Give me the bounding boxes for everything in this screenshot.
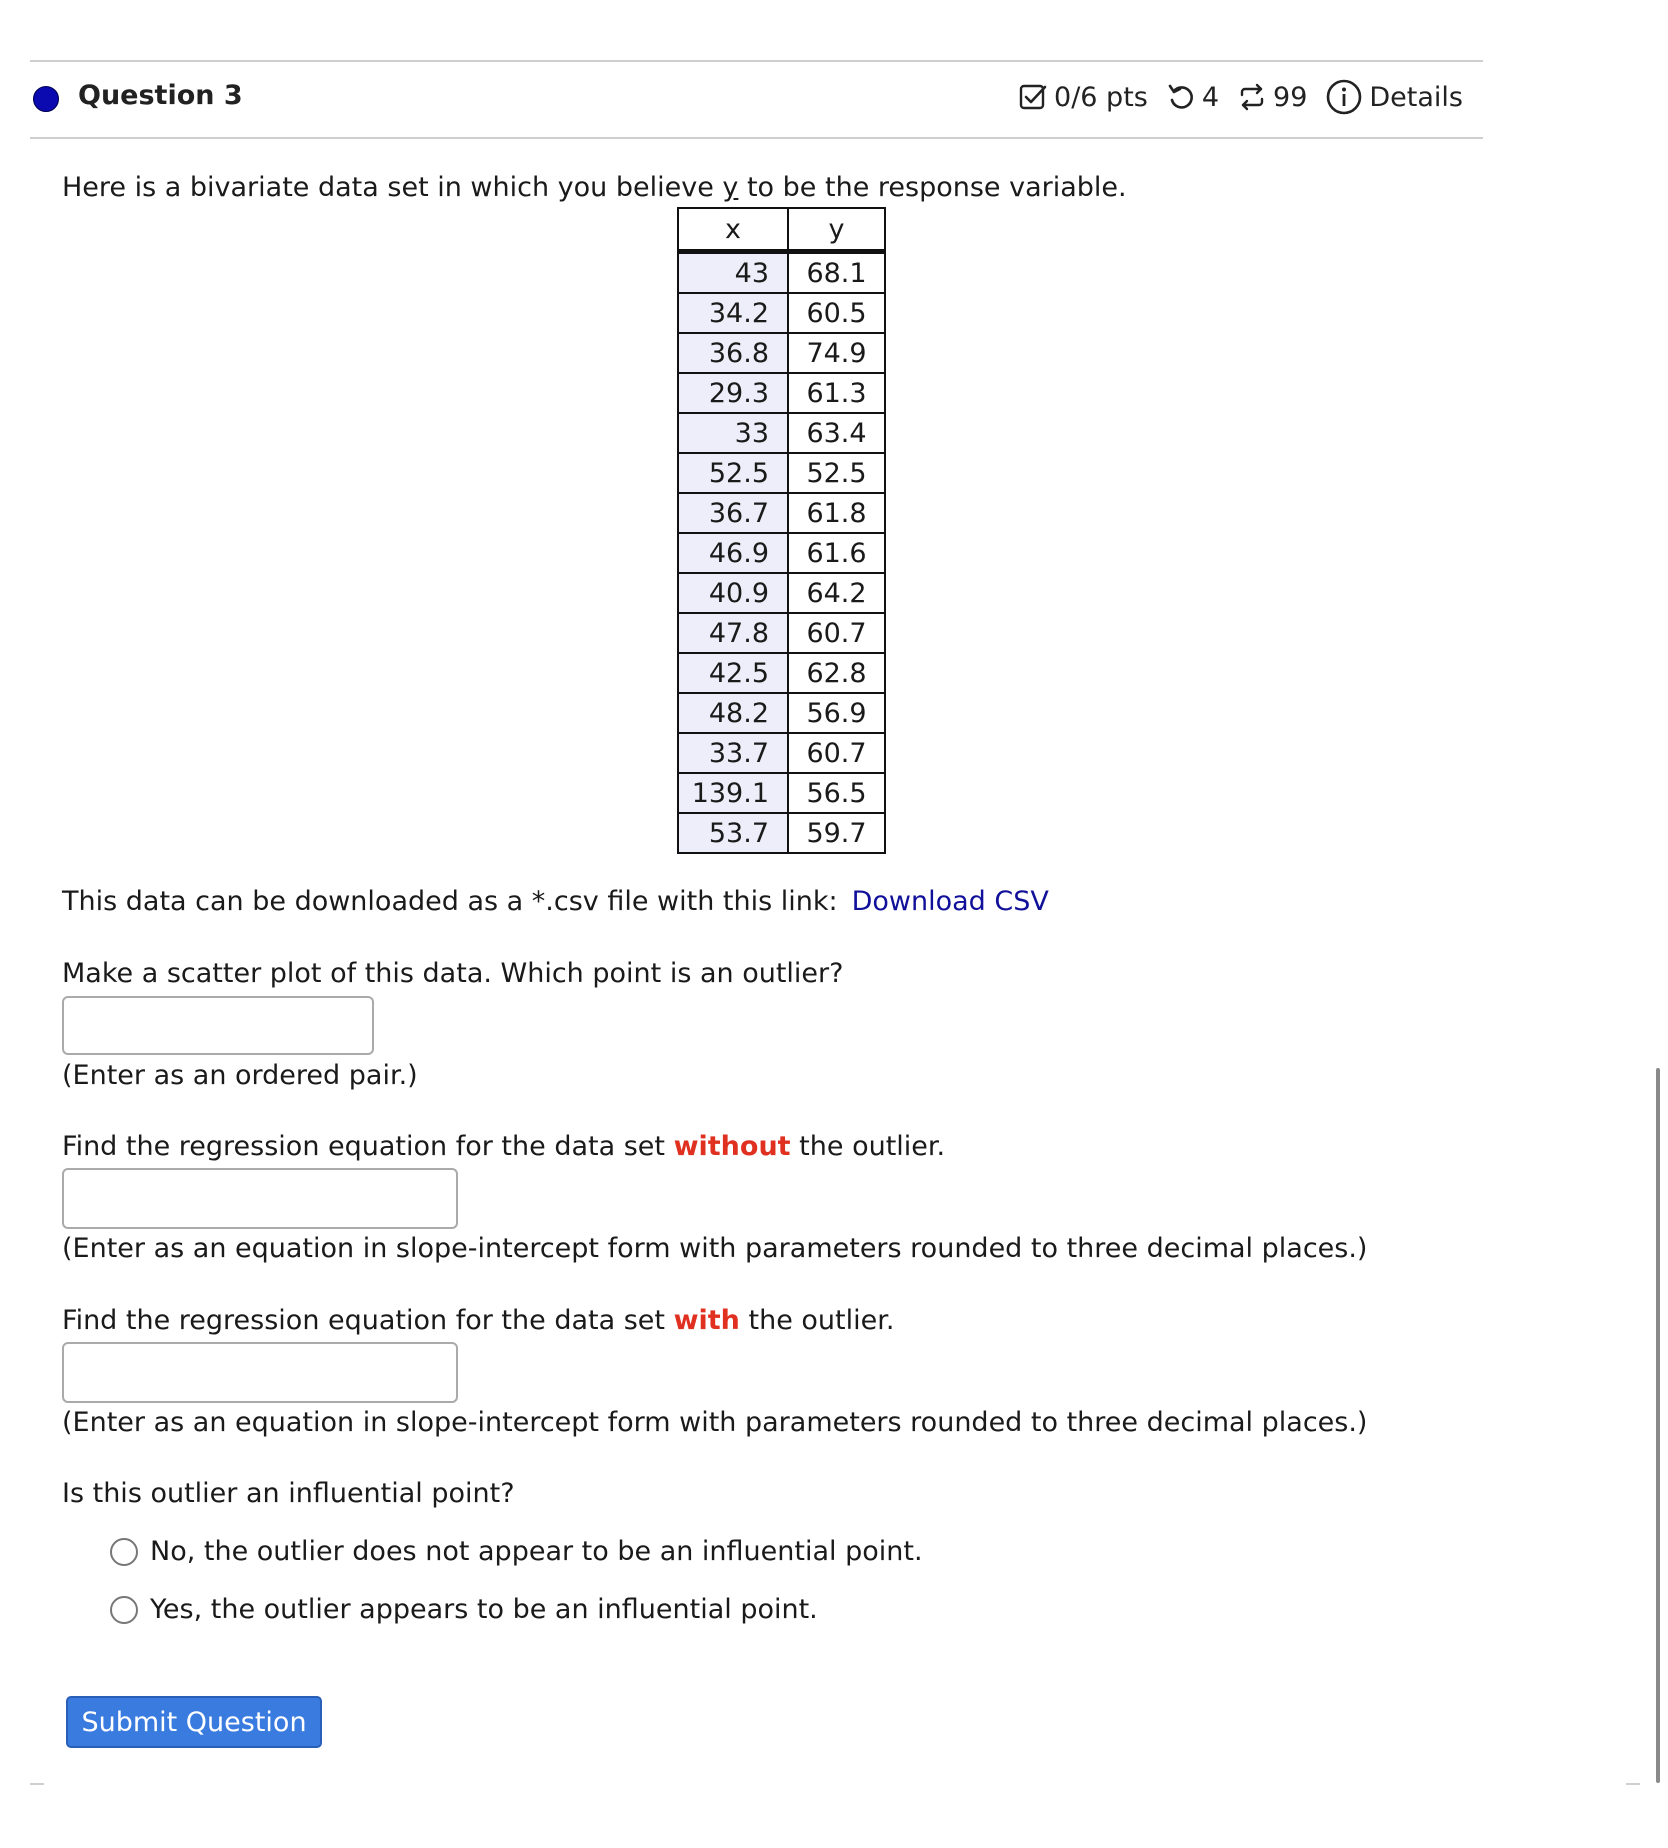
table-row	[678, 252, 885, 294]
details-link[interactable]: Details	[1369, 81, 1463, 113]
data-table	[677, 207, 886, 854]
cell-y: 64.2	[788, 573, 885, 613]
part4-prompt: Is this outlier an influential point?	[62, 1478, 515, 1509]
part2-after: the outlier.	[790, 1131, 946, 1162]
option-yes[interactable]	[110, 1594, 818, 1625]
cell-y: 59.7	[788, 813, 885, 853]
part1-hint: (Enter as an ordered pair.)	[62, 1060, 418, 1091]
table-row	[678, 693, 885, 733]
question-header	[30, 62, 1483, 138]
cell-y: 52.5	[788, 453, 885, 493]
regression-without-input[interactable]	[62, 1168, 458, 1229]
table-header-row	[678, 208, 885, 252]
footer-edge-right	[1626, 1783, 1640, 1785]
option-no[interactable]	[110, 1536, 923, 1567]
attempts-undo-icon	[1166, 82, 1196, 112]
table-row	[678, 453, 885, 493]
cell-x: 33.7	[678, 733, 788, 773]
info-icon[interactable]	[1325, 78, 1363, 116]
part3-prompt	[62, 1305, 894, 1336]
table-row	[678, 773, 885, 813]
cell-x: 46.9	[678, 533, 788, 573]
part3-after: the outlier.	[739, 1305, 895, 1336]
cell-x: 53.7	[678, 813, 788, 853]
cell-x: 40.9	[678, 573, 788, 613]
cell-y: 56.5	[788, 773, 885, 813]
question-meta	[1018, 78, 1463, 116]
intro-before: Here is a bivariate data set in which you believe	[62, 172, 723, 203]
column-header-y: y	[788, 208, 885, 252]
footer-edge-left	[30, 1783, 44, 1785]
part2-hint: (Enter as an equation in slope-intercept form with parameters rounded to three decimal places.)	[62, 1233, 1368, 1264]
table-row	[678, 613, 885, 653]
part2-prompt	[62, 1131, 945, 1162]
download-csv-link[interactable]: Download CSV	[851, 886, 1049, 917]
attempts-count: 4	[1201, 81, 1220, 113]
column-header-x: x	[678, 208, 788, 252]
retries-count: 99	[1273, 81, 1308, 113]
table-row	[678, 653, 885, 693]
question-title: Question 3	[78, 80, 243, 111]
header-bottom-divider	[30, 137, 1483, 139]
table-row	[678, 493, 885, 533]
cell-y: 61.6	[788, 533, 885, 573]
cell-y: 56.9	[788, 693, 885, 733]
cell-x: 48.2	[678, 693, 788, 733]
cell-y: 60.7	[788, 613, 885, 653]
cell-y: 61.3	[788, 373, 885, 413]
cell-y: 68.1	[788, 252, 885, 294]
cell-x: 42.5	[678, 653, 788, 693]
cell-x: 47.8	[678, 613, 788, 653]
cell-x: 29.3	[678, 373, 788, 413]
part1-prompt: Make a scatter plot of this data. Which point is an outlier?	[62, 958, 844, 989]
scrollbar[interactable]	[1656, 1068, 1660, 1783]
cell-x: 52.5	[678, 453, 788, 493]
cell-y: 74.9	[788, 333, 885, 373]
regression-with-input[interactable]	[62, 1342, 458, 1403]
intro-after: to be the response variable.	[738, 172, 1127, 203]
option-no-label: No, the outlier does not appear to be an influential point.	[150, 1536, 923, 1567]
cell-x: 36.8	[678, 333, 788, 373]
download-text: This data can be downloaded as a *.csv file with this link:	[62, 886, 838, 917]
submit-question-button[interactable]: Submit Question	[66, 1696, 322, 1748]
table-row	[678, 373, 885, 413]
download-line	[62, 886, 1049, 917]
cell-x: 33	[678, 413, 788, 453]
outlier-answer-input[interactable]	[62, 996, 374, 1055]
cell-x: 34.2	[678, 293, 788, 333]
part3-hint: (Enter as an equation in slope-intercept form with parameters rounded to three decimal places.)	[62, 1407, 1368, 1438]
part3-before: Find the regression equation for the data set	[62, 1305, 674, 1336]
points-label: 0/6 pts	[1054, 81, 1148, 113]
table-row	[678, 813, 885, 853]
cell-x: 36.7	[678, 493, 788, 533]
part3-emphasis: with	[673, 1305, 740, 1336]
intro-response-var: y	[722, 172, 739, 203]
question-status-dot	[33, 86, 59, 112]
cell-x: 43	[678, 252, 788, 294]
cell-y: 60.5	[788, 293, 885, 333]
intro-text	[62, 172, 1127, 203]
part2-emphasis: without	[673, 1131, 791, 1162]
part2-before: Find the regression equation for the data set	[62, 1131, 674, 1162]
retry-loop-icon	[1237, 82, 1267, 112]
cell-y: 62.8	[788, 653, 885, 693]
radio-yes[interactable]	[110, 1596, 138, 1624]
cell-x: 139.1	[678, 773, 788, 813]
table-row	[678, 533, 885, 573]
cell-y: 61.8	[788, 493, 885, 533]
table-row	[678, 573, 885, 613]
table-row	[678, 413, 885, 453]
table-row	[678, 333, 885, 373]
cell-y: 63.4	[788, 413, 885, 453]
table-row	[678, 293, 885, 333]
checkbox-score-icon	[1018, 82, 1048, 112]
option-yes-label: Yes, the outlier appears to be an influential point.	[150, 1594, 818, 1625]
table-row	[678, 733, 885, 773]
radio-no[interactable]	[110, 1538, 138, 1566]
cell-y: 60.7	[788, 733, 885, 773]
